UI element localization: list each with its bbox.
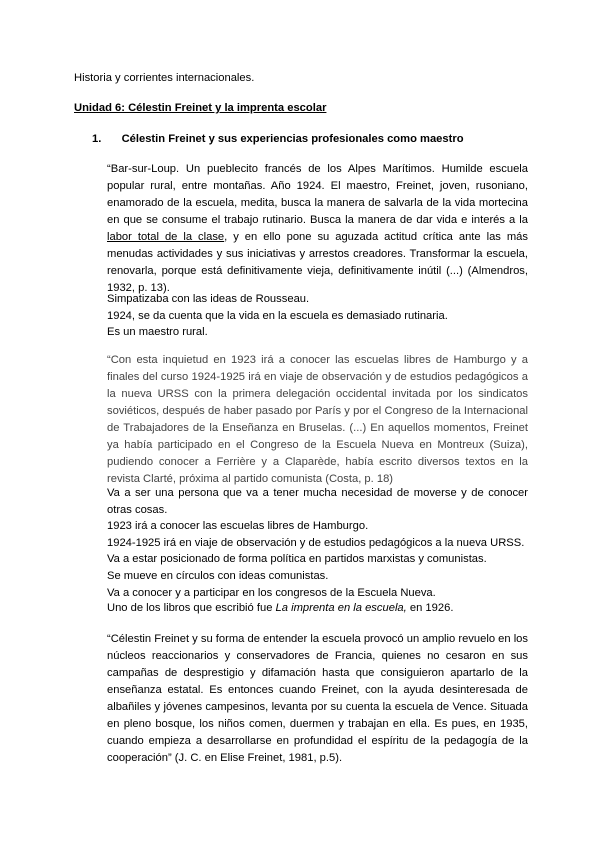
course-title: Historia y corrientes internacionales. [74, 72, 255, 84]
quote-elise-freinet: “Célestin Freinet y su forma de entender la escuela provocó un amplio revuelo en los núcleos reaccionarios y conservadores de Francia, quienes no cesaron en sus campañas de desprestigio y difamación hasta que consiguieron apartarlo de la enseñanza estatal. Es entonces cuando Freinet, con la ayuda desinteresada de albañiles y jóvenes campesinos, levanta por su cuenta la escuela de Vence. Situada en pleno bosque, los niños comen, duermen y trabajan en ella. Es pues, en 1935, cuando empieza a desarrollarse en profundidad el espíritu de la pedagogía de la cooperación” (J. C. en Elise Freinet, 1981, p.5). [107, 633, 529, 764]
section-number: 1. [92, 133, 102, 145]
quote-almendros [107, 161, 528, 297]
unit-title: Unidad 6: Célestin Freinet y la imprenta escolar [74, 102, 327, 114]
note-item: Va a ser una persona que va a tener mucha necesidad de moverse y de conocer otras cosas. [107, 487, 528, 516]
book-line-suffix: en 1926. [406, 602, 454, 614]
note-item: Simpatizaba con las ideas de Rousseau. [107, 293, 310, 305]
section-title: Célestin Freinet y sus experiencias profesionales como maestro [121, 133, 464, 145]
note-item: 1924, se da cuenta que la vida en la escuela es demasiado rutinaria. [107, 309, 448, 322]
book-title: La imprenta en la escuela, [275, 602, 407, 614]
note-item: 1923 irá a conocer las escuelas libres de Hamburgo. [107, 520, 369, 533]
quote-almendros-part2: , y en ello pone su aguzada actitud crítica ante las más menudas actividades y sus iniciativas y arrestos creadores. Transformar la escuela, renovarla, porque está definitivamente vieja, definitivamente inútil (...) (Almendros, 1932, p. 13). [107, 231, 529, 294]
section-heading [92, 131, 464, 147]
note-item: Va a conocer y a participar en los congresos de la Escuela Nueva. [107, 586, 436, 599]
note-item: 1924-1925 irá en viaje de observación y de estudios pedagógicos a la nueva URSS. [107, 536, 525, 549]
quote-almendros-underlined: labor total de la clase [107, 231, 225, 243]
notes-block-2 [107, 485, 528, 601]
note-item: Se mueve en círculos con ideas comunistas. [107, 569, 329, 582]
note-item: Va a estar posicionado de forma política en partidos marxistas y comunistas. [107, 553, 487, 566]
notes-block-1 [107, 291, 528, 341]
note-item: Es un maestro rural. [107, 326, 208, 339]
quote-costa: “Con esta inquietud en 1923 irá a conocer las escuelas libres de Hamburgo y a finales del curso 1924-1925 irá en viaje de observación y de estudios pedagógicos a la nueva URSS con la primera delegación occidental invitada por los sindicatos soviéticos, después de haber pasado por París y por el Congreso de la Internacional de Trabajadores de la Enseñanza en Bruselas. (...) En aquellos momentos, Freinet ya había participado en el Congreso de la Escuela Nueva en Montreux (Suiza), pudiendo conocer a Ferrière y a Claparède, había escrito diversos textos en la revista Clarté, próxima al partido comunista (Costa, p. 18) [107, 354, 528, 485]
book-line [107, 600, 528, 617]
book-line-prefix: Uno de los libros que escribió fue [107, 602, 276, 614]
quote-almendros-part1: “Bar-sur-Loup. Un pueblecito francés de los Alpes Marítimos. Humilde escuela popular rural, entre montañas. Año 1924. El maestro, Freinet, joven, rusoniano, enamorado de la escuela, medita, busca la manera de salvarla de la vida mortecina en que se consume el trabajo rutinario. Busca la manera de dar vida e interés a la [107, 163, 528, 226]
